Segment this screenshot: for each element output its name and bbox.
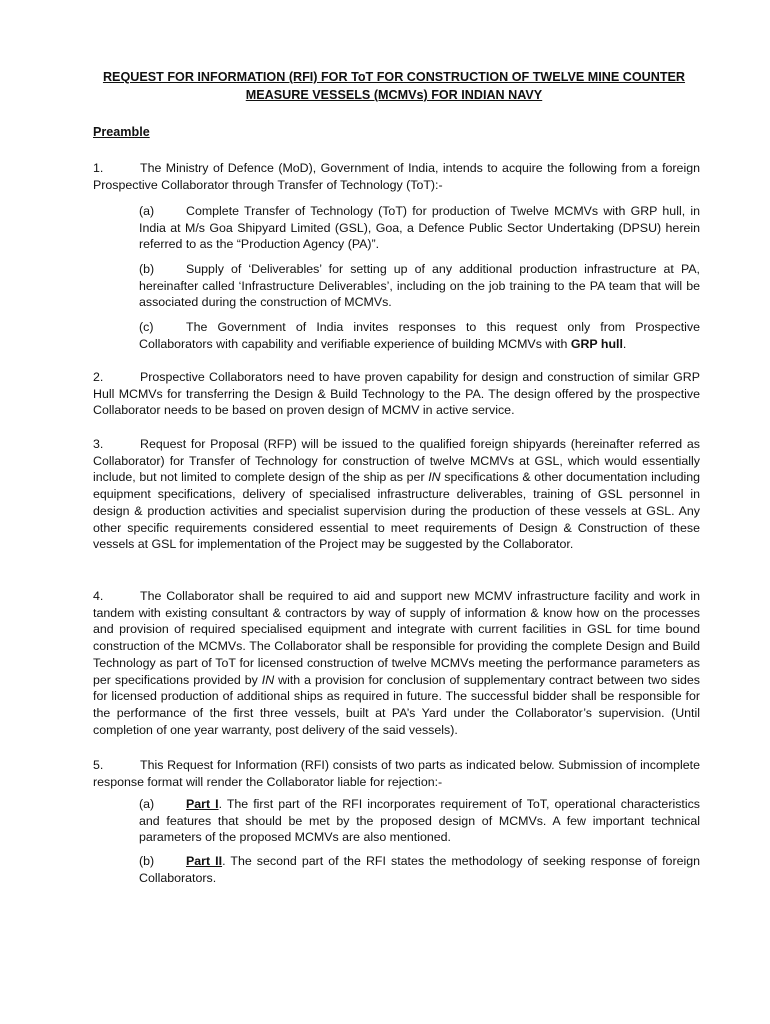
in-italic: IN <box>261 672 275 687</box>
paragraph-text: Prospective Collaborators need to have proven capability for design and construction of similar GRP Hull MCMVs for transferring the Design & Build Technology to the PA. The design offered by the prospective Collaborator needs to be based on proven design of MCMV in active service. <box>93 370 700 418</box>
paragraph-5a <box>139 796 700 846</box>
paragraph-1b <box>139 261 700 311</box>
sub-item-text: . The second part of the RFI states the methodology of seeking response of foreign Collaborators. <box>139 854 700 885</box>
sub-item-number: (b) <box>139 262 155 276</box>
paragraph-4 <box>93 588 700 738</box>
paragraph-1 <box>93 160 700 193</box>
paragraph-number: 2. <box>93 370 104 384</box>
paragraph-text-cont: with a provision for conclusion of supplementary contract between two sides for licensed production of additional ships as required in future. The successful bidder shall be responsible for the performance of the first three vessels, built at PA’s Yard under the Collaborator’s supervision. (Until completion of one year warranty, post delivery of the said vessels). <box>93 672 700 737</box>
preamble-heading: Preamble <box>93 125 150 139</box>
paragraph-3 <box>93 436 700 553</box>
paragraph-text: Request for Proposal (RFP) will be issued to the qualified foreign shipyards (hereinafter referred as Collaborator) for Transfer of Technology for construction of twelve MCMVs at GSL, which would essentially include, but not limited to complete design of the ship as per <box>93 437 700 485</box>
paragraph-1c <box>139 319 700 352</box>
paragraph-text-cont: specifications & other documentation including equipment specifications, delivery of specialised infrastructure deliverables, training of GSL personnel in design & production activities and specialist supervision during the production of these vessels at GSL. Any other specific requirements considered essential to meet requirements of Design & Construction of these vessels at GSL for implementation of the Project may be suggested by the Collaborator. <box>93 470 700 552</box>
paragraph-5b <box>139 853 700 886</box>
title-line-1: REQUEST FOR INFORMATION (RFI) FOR ToT FOR CONSTRUCTION OF TWELVE MINE COUNTER <box>102 70 686 84</box>
paragraph-text: This Request for Information (RFI) consists of two parts as indicated below. Submission of incomplete response format will render the Collaborator liable for rejection:- <box>93 758 700 789</box>
paragraph-number: 4. <box>93 589 104 603</box>
part-i-label: Part I <box>186 797 219 811</box>
sub-item-text: . The first part of the RFI incorporates requirement of ToT, operational characteristics and features that should be met by the proposed design of MCMVs. A few important technical parameters of the proposed MCMVs are also mentioned. <box>139 797 700 845</box>
paragraph-number: 1. <box>93 161 104 175</box>
sub-item-number: (a) <box>139 204 155 218</box>
sub-item-number: (b) <box>139 854 155 868</box>
paragraph-number: 5. <box>93 758 104 772</box>
sub-item-number: (a) <box>139 797 155 811</box>
part-ii-label: Part II <box>186 854 223 868</box>
grp-hull-bold: GRP hull <box>570 336 623 351</box>
in-italic: IN <box>428 470 441 485</box>
sub-item-number: (c) <box>139 320 154 334</box>
sub-item-end: . <box>622 336 627 351</box>
paragraph-1a <box>139 203 700 253</box>
sub-item-text: Complete Transfer of Technology (ToT) for production of Twelve MCMVs with GRP hull, in India at M/s Goa Shipyard Limited (GSL), Goa, a Defence Public Sector Undertaking (DPSU) herein referred to as the “Production Agency (PA)”. <box>139 204 700 252</box>
paragraph-number: 3. <box>93 437 104 451</box>
paragraph-text: The Collaborator shall be required to aid and support new MCMV infrastructure facility and work in tandem with existing consultant & contractors by way of supply of information & know how on the processes and provision of required specialised equipment and integrate with current facilities in GSL for time bound construction of the MCMVs. The Collaborator shall be responsible for providing the complete Design and Build Technology as part of ToT for licensed construction of twelve MCMVs meeting the performance parameters as per specifications provided by <box>93 589 700 687</box>
sub-item-text: The Government of India invites responses to this request only from Prospective Collaborators with capability and verifiable experience of building MCMVs with <box>139 320 700 351</box>
sub-item-text: Supply of ‘Deliverables’ for setting up of any additional production infrastructure at PA, hereinafter called ‘Infrastructure Deliverables’, including on the job training to the PA team that will be associated during the construction of MCMVs. <box>139 262 700 310</box>
title-line-2: MEASURE VESSELS (MCMVs) FOR INDIAN NAVY <box>245 88 543 102</box>
paragraph-text: The Ministry of Defence (MoD), Government of India, intends to acquire the following from a foreign Prospective Collaborator through Transfer of Technology (ToT):- <box>93 161 700 192</box>
paragraph-2 <box>93 369 700 419</box>
document-title <box>92 68 696 104</box>
paragraph-5 <box>93 757 700 790</box>
